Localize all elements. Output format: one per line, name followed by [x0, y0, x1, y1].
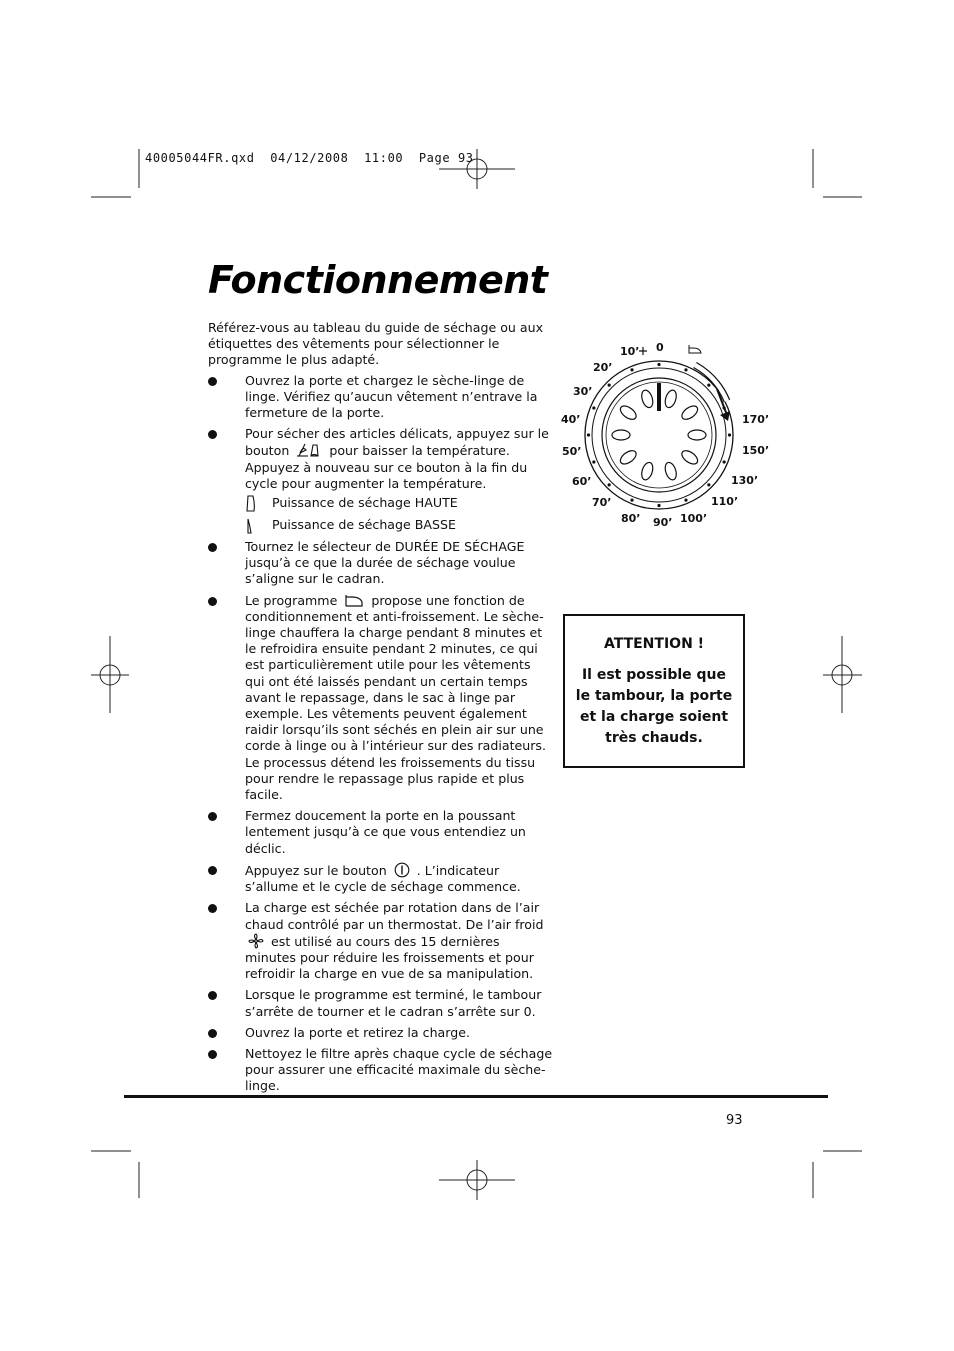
- dial-tick: [587, 433, 590, 436]
- step-text: . L’indicateur s’allume et le cycle de séchage commence.: [245, 862, 521, 895]
- dial-label: 10’: [620, 345, 640, 358]
- step-text: Lorsque le programme est terminé, le tambour s’arrête de tourner et le cadran s’arrête sur 0.: [245, 987, 542, 1019]
- dial-label: 60’: [572, 475, 592, 488]
- list-item: [208, 426, 553, 534]
- attention-box: [563, 614, 745, 768]
- step-list: [208, 373, 553, 1095]
- step-text: Appuyez sur le bouton: [245, 862, 387, 878]
- dial-tick: [657, 504, 660, 507]
- list-item: [208, 373, 553, 422]
- bullet-icon: [208, 377, 217, 386]
- bullet-icon: [208, 543, 217, 552]
- step-text: Tournez le sélecteur de DURÉE DE SÉCHAGE jusqu’à ce que la durée de séchage voulue s’aligne sur le cadran.: [245, 539, 525, 587]
- step-text: Pour sécher des articles délicats, appuyez sur le bouton: [245, 426, 549, 459]
- list-item: [208, 862, 553, 895]
- dial-label: 110’: [711, 495, 739, 508]
- iron-icon: [344, 594, 364, 608]
- dial-label: 170’: [742, 413, 770, 426]
- dial-tick: [630, 368, 633, 371]
- step-text: propose une fonction de conditionnement et anti-froissement. Le sèche-linge chauffera la charge pendant 8 minutes et le refroidira ensuite pendant 2 minutes, ce qui est particulièrement utile pour les vêtements qui ont été laissés pendant un certain temps avant le repassage, dans le sac à linge par exemple. Les vêtements peuvent également raidir lorsqu’ils sont séchés en plein air sur une corde à linge ou à l’intérieur sur des radiateurs. Le processus détend les froissements du tissu pour rendre le repassage plus rapide et plus facile.: [245, 592, 546, 803]
- drum-paddle: [663, 389, 678, 409]
- step-text: Fermez doucement la porte en la poussant lentement jusqu’à ce que vous entendiez un déclic.: [245, 808, 526, 856]
- attention-text: Il est possible que le tambour, la porte et la charge soient très chauds.: [575, 667, 733, 746]
- dial-tick: [707, 483, 710, 486]
- dial-tick: [657, 363, 660, 366]
- dial-label: 30’: [573, 385, 593, 398]
- bullet-icon: [208, 991, 217, 1000]
- dial-label: 90’: [653, 516, 673, 529]
- dial-label: 150’: [742, 444, 770, 457]
- list-item: [208, 593, 553, 804]
- footer-rule: [124, 1095, 828, 1098]
- power-high-label: Puissance de séchage HAUTE: [272, 495, 458, 511]
- bullet-icon: [208, 866, 217, 875]
- list-item: [208, 987, 553, 1019]
- bullet-icon: [208, 1050, 217, 1059]
- step-text: est utilisé au cours des 15 dernières minutes pour réduire les froissements et pour refroidir la charge en vue de sa manipulation.: [245, 933, 534, 982]
- power-level-high: [245, 494, 553, 512]
- instructions: [208, 320, 553, 1100]
- step-text: Nettoyez le filtre après chaque cycle de séchage pour assurer une efficacité maximale du sèche-linge.: [245, 1045, 553, 1094]
- high-power-icon: [245, 494, 257, 512]
- intro-paragraph: Référez-vous au tableau du guide de séchage ou aux étiquettes des vêtements pour sélectionner le programme le plus adapté.: [208, 320, 544, 368]
- bullet-icon: [208, 430, 217, 439]
- page-title: Fonctionnement: [208, 258, 548, 302]
- dial-label: 20’: [593, 361, 613, 374]
- dial-tick: [608, 384, 611, 387]
- list-item: [208, 539, 553, 588]
- drying-time-dial: [555, 335, 775, 535]
- dial-tick: [592, 406, 595, 409]
- step-text: pour baisser la température. Appuyez à nouveau sur ce bouton à la fin du cycle pour augmenter la température.: [245, 443, 528, 491]
- drum-paddle: [640, 461, 655, 481]
- low-power-icon: [245, 516, 257, 534]
- dial-tick: [684, 499, 687, 502]
- dial-tick: [684, 368, 687, 371]
- page-number: 93: [726, 1113, 743, 1128]
- dial-tick: [723, 460, 726, 463]
- step-text: Ouvrez la porte et retirez la charge.: [245, 1024, 470, 1040]
- dial-label: 100’: [680, 512, 708, 525]
- dial-label: 80’: [621, 512, 641, 525]
- drum-paddle: [680, 403, 700, 422]
- bullet-icon: [208, 904, 217, 913]
- bullet-icon: [208, 1029, 217, 1038]
- attention-title: ATTENTION !: [603, 636, 705, 652]
- bullet-icon: [208, 812, 217, 821]
- list-item: [208, 900, 553, 982]
- drum-paddle: [618, 448, 638, 467]
- dial-tick: [630, 499, 633, 502]
- dial-label: 40’: [561, 413, 581, 426]
- dial-label: 130’: [731, 474, 759, 487]
- dial-tick: [728, 433, 731, 436]
- drum-paddle: [680, 448, 700, 467]
- drum-paddle: [663, 461, 678, 481]
- dial-tick: [707, 384, 710, 387]
- dial-label: 50’: [562, 445, 582, 458]
- drum-paddle: [640, 389, 655, 409]
- low-heat-icon: [296, 442, 322, 458]
- dial-iron-icon: [689, 345, 701, 353]
- power-level-low: [245, 516, 553, 534]
- dial-tick: [608, 483, 611, 486]
- file-slug: 40005044FR.qxd 04/12/2008 11:00 Page 93: [145, 151, 474, 165]
- dial-tick: [723, 406, 726, 409]
- dial-tick: [592, 460, 595, 463]
- power-icon: [394, 862, 410, 878]
- bullet-icon: [208, 597, 217, 606]
- dial-label: 70’: [592, 496, 612, 509]
- list-item: [208, 1046, 553, 1095]
- drum-paddle: [612, 430, 630, 440]
- power-low-label: Puissance de séchage BASSE: [272, 517, 456, 533]
- step-text: Le programme: [245, 592, 338, 608]
- drum-paddle: [688, 430, 706, 440]
- fan-icon: [248, 933, 264, 949]
- dial-label: 0: [656, 341, 664, 354]
- step-text: La charge est séchée par rotation dans de l’air chaud contrôlé par un thermostat. De l’air froid: [245, 900, 544, 932]
- list-item: [208, 808, 553, 857]
- list-item: [208, 1025, 553, 1041]
- step-text: Ouvrez la porte et chargez le sèche-linge de linge. Vérifiez qu’aucun vêtement n’entrave la fermeture de la porte.: [245, 372, 538, 421]
- drum-paddle: [618, 403, 638, 422]
